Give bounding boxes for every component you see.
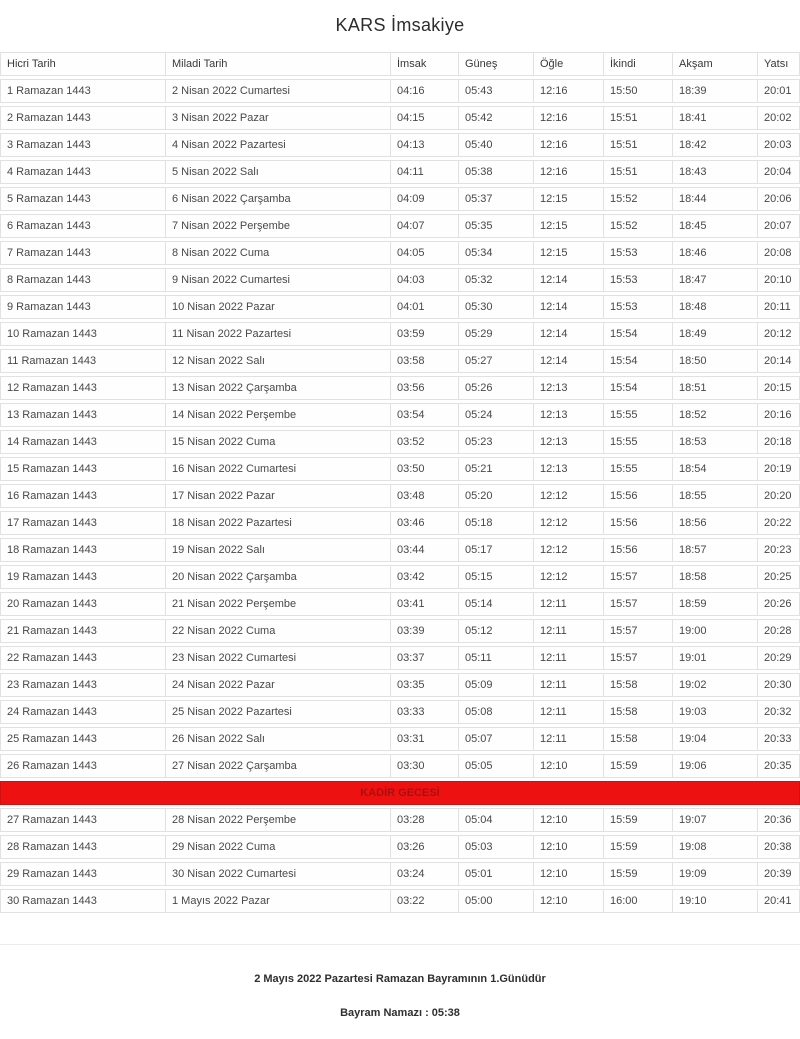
table-cell: 22 Nisan 2022 Cuma	[165, 619, 390, 643]
table-cell: 9 Ramazan 1443	[0, 295, 165, 319]
table-cell: 18:48	[672, 295, 757, 319]
table-cell: 14 Nisan 2022 Perşembe	[165, 403, 390, 427]
table-cell: 12:11	[533, 619, 603, 643]
table-row	[0, 565, 800, 589]
table-cell: 18:47	[672, 268, 757, 292]
table-row	[0, 673, 800, 697]
table-cell: 15 Ramazan 1443	[0, 457, 165, 481]
table-cell: 15:57	[603, 646, 672, 670]
table-cell: 10 Nisan 2022 Pazar	[165, 295, 390, 319]
table-row	[0, 241, 800, 265]
table-row	[0, 646, 800, 670]
table-cell: 4 Nisan 2022 Pazartesi	[165, 133, 390, 157]
table-cell: 05:11	[458, 646, 533, 670]
table-cell: 13 Ramazan 1443	[0, 403, 165, 427]
table-cell: 12:11	[533, 646, 603, 670]
table-cell: 18:57	[672, 538, 757, 562]
table-cell: 12:13	[533, 457, 603, 481]
table-cell: 24 Ramazan 1443	[0, 700, 165, 724]
table-cell: 19:01	[672, 646, 757, 670]
table-cell: 12:14	[533, 322, 603, 346]
table-cell: 1 Mayıs 2022 Pazar	[165, 889, 390, 913]
table-cell: 22 Ramazan 1443	[0, 646, 165, 670]
table-cell: 20:38	[757, 835, 800, 859]
table-cell: 14 Ramazan 1443	[0, 430, 165, 454]
table-cell: 15:57	[603, 592, 672, 616]
table-cell: 05:42	[458, 106, 533, 130]
table-cell: 18 Nisan 2022 Pazartesi	[165, 511, 390, 535]
table-cell: 03:28	[390, 808, 458, 832]
table-cell: 12 Nisan 2022 Salı	[165, 349, 390, 373]
table-cell: 20:08	[757, 241, 800, 265]
table-cell: 03:31	[390, 727, 458, 751]
table-cell: 05:43	[458, 79, 533, 103]
table-cell: 2 Nisan 2022 Cumartesi	[165, 79, 390, 103]
table-cell: 20:36	[757, 808, 800, 832]
table-cell: 05:27	[458, 349, 533, 373]
table-cell: 05:03	[458, 835, 533, 859]
table-cell: 5 Ramazan 1443	[0, 187, 165, 211]
table-cell: 15:56	[603, 511, 672, 535]
table-cell: 05:15	[458, 565, 533, 589]
table-cell: 19 Nisan 2022 Salı	[165, 538, 390, 562]
table-cell: 04:05	[390, 241, 458, 265]
table-row	[0, 511, 800, 535]
table-cell: 12:15	[533, 241, 603, 265]
table-cell: 20:28	[757, 619, 800, 643]
imsakiye-table-body	[0, 79, 800, 913]
table-cell: 05:05	[458, 754, 533, 778]
table-cell: 12:14	[533, 349, 603, 373]
table-cell: 20:01	[757, 79, 800, 103]
table-cell: 04:03	[390, 268, 458, 292]
table-cell: 20:35	[757, 754, 800, 778]
page-title: KARS İmsakiye	[335, 15, 465, 35]
table-row	[0, 862, 800, 886]
table-row	[0, 808, 800, 832]
table-cell: 18:59	[672, 592, 757, 616]
table-cell: 20:33	[757, 727, 800, 751]
table-cell: 12:15	[533, 187, 603, 211]
kadir-gecesi-banner-row	[0, 781, 800, 805]
table-cell: 20:14	[757, 349, 800, 373]
table-cell: 04:11	[390, 160, 458, 184]
table-cell: 20:25	[757, 565, 800, 589]
table-cell: 15:50	[603, 79, 672, 103]
table-cell: 05:01	[458, 862, 533, 886]
table-cell: 15:58	[603, 673, 672, 697]
table-cell: 19 Ramazan 1443	[0, 565, 165, 589]
footer-bayram-note: 2 Mayıs 2022 Pazartesi Ramazan Bayramının 1.Günüdür	[254, 973, 546, 985]
imsakiye-table	[0, 49, 800, 916]
table-cell: 03:50	[390, 457, 458, 481]
table-cell: 12:13	[533, 403, 603, 427]
table-cell: 18:56	[672, 511, 757, 535]
table-cell: 12:10	[533, 754, 603, 778]
table-cell: 18:41	[672, 106, 757, 130]
table-row	[0, 214, 800, 238]
table-header-cell: Öğle	[533, 52, 603, 76]
table-cell: 11 Nisan 2022 Pazartesi	[165, 322, 390, 346]
table-cell: 6 Nisan 2022 Çarşamba	[165, 187, 390, 211]
table-cell: 6 Ramazan 1443	[0, 214, 165, 238]
table-row	[0, 754, 800, 778]
table-cell: 15:52	[603, 214, 672, 238]
table-cell: 20:10	[757, 268, 800, 292]
table-cell: 03:54	[390, 403, 458, 427]
table-cell: 13 Nisan 2022 Çarşamba	[165, 376, 390, 400]
table-cell: 28 Nisan 2022 Perşembe	[165, 808, 390, 832]
table-cell: 05:38	[458, 160, 533, 184]
table-cell: 18:44	[672, 187, 757, 211]
kadir-gecesi-banner: KADİR GECESİ	[0, 781, 800, 805]
table-cell: 20:18	[757, 430, 800, 454]
table-cell: 05:29	[458, 322, 533, 346]
table-cell: 12:12	[533, 565, 603, 589]
table-cell: 19:03	[672, 700, 757, 724]
table-cell: 15:59	[603, 835, 672, 859]
table-cell: 15:51	[603, 160, 672, 184]
table-cell: 03:39	[390, 619, 458, 643]
table-cell: 15:59	[603, 808, 672, 832]
table-cell: 15:55	[603, 403, 672, 427]
table-row	[0, 889, 800, 913]
table-cell: 18:51	[672, 376, 757, 400]
table-cell: 16 Nisan 2022 Cumartesi	[165, 457, 390, 481]
table-cell: 03:37	[390, 646, 458, 670]
table-cell: 05:08	[458, 700, 533, 724]
table-header-cell: Yatsı	[757, 52, 800, 76]
table-cell: 20:30	[757, 673, 800, 697]
table-cell: 12:11	[533, 673, 603, 697]
table-cell: 03:59	[390, 322, 458, 346]
table-cell: 23 Nisan 2022 Cumartesi	[165, 646, 390, 670]
table-cell: 04:16	[390, 79, 458, 103]
table-cell: 12:16	[533, 133, 603, 157]
table-cell: 18:52	[672, 403, 757, 427]
table-cell: 03:46	[390, 511, 458, 535]
table-cell: 21 Nisan 2022 Perşembe	[165, 592, 390, 616]
table-cell: 18:42	[672, 133, 757, 157]
table-cell: 15:58	[603, 727, 672, 751]
table-row	[0, 106, 800, 130]
table-header-cell: İkindi	[603, 52, 672, 76]
table-header-cell: Miladi Tarih	[165, 52, 390, 76]
table-row	[0, 268, 800, 292]
table-cell: 20:19	[757, 457, 800, 481]
table-cell: 20:32	[757, 700, 800, 724]
table-cell: 12:13	[533, 376, 603, 400]
table-cell: 03:30	[390, 754, 458, 778]
table-cell: 05:26	[458, 376, 533, 400]
table-cell: 15:51	[603, 106, 672, 130]
table-cell: 12:12	[533, 484, 603, 508]
table-cell: 18:46	[672, 241, 757, 265]
table-cell: 04:09	[390, 187, 458, 211]
table-cell: 05:37	[458, 187, 533, 211]
table-cell: 15:59	[603, 754, 672, 778]
table-cell: 30 Nisan 2022 Cumartesi	[165, 862, 390, 886]
table-cell: 03:42	[390, 565, 458, 589]
table-cell: 15:51	[603, 133, 672, 157]
table-cell: 05:14	[458, 592, 533, 616]
table-cell: 03:26	[390, 835, 458, 859]
table-cell: 2 Ramazan 1443	[0, 106, 165, 130]
table-cell: 29 Nisan 2022 Cuma	[165, 835, 390, 859]
table-cell: 04:01	[390, 295, 458, 319]
table-row	[0, 403, 800, 427]
table-cell: 15:54	[603, 349, 672, 373]
table-cell: 20:20	[757, 484, 800, 508]
table-cell: 04:07	[390, 214, 458, 238]
table-cell: 3 Nisan 2022 Pazar	[165, 106, 390, 130]
table-cell: 12:12	[533, 511, 603, 535]
table-cell: 15 Nisan 2022 Cuma	[165, 430, 390, 454]
table-cell: 03:48	[390, 484, 458, 508]
table-cell: 18:54	[672, 457, 757, 481]
table-row	[0, 187, 800, 211]
table-header-cell: İmsak	[390, 52, 458, 76]
table-cell: 30 Ramazan 1443	[0, 889, 165, 913]
table-row	[0, 727, 800, 751]
table-cell: 7 Ramazan 1443	[0, 241, 165, 265]
footer-bayram-namazi: Bayram Namazı : 05:38	[340, 1007, 460, 1019]
table-cell: 15:56	[603, 538, 672, 562]
table-cell: 18:53	[672, 430, 757, 454]
table-cell: 9 Nisan 2022 Cumartesi	[165, 268, 390, 292]
table-cell: 04:13	[390, 133, 458, 157]
table-cell: 03:44	[390, 538, 458, 562]
table-cell: 25 Ramazan 1443	[0, 727, 165, 751]
table-cell: 03:56	[390, 376, 458, 400]
table-cell: 20:11	[757, 295, 800, 319]
table-cell: 05:09	[458, 673, 533, 697]
table-cell: 20:07	[757, 214, 800, 238]
table-cell: 20:02	[757, 106, 800, 130]
table-cell: 12:12	[533, 538, 603, 562]
table-cell: 26 Nisan 2022 Salı	[165, 727, 390, 751]
table-row	[0, 349, 800, 373]
table-cell: 12:10	[533, 862, 603, 886]
table-cell: 15:55	[603, 457, 672, 481]
table-cell: 20:04	[757, 160, 800, 184]
table-cell: 20:22	[757, 511, 800, 535]
table-cell: 12:14	[533, 268, 603, 292]
table-cell: 20:12	[757, 322, 800, 346]
table-cell: 19:02	[672, 673, 757, 697]
table-cell: 5 Nisan 2022 Salı	[165, 160, 390, 184]
table-cell: 05:21	[458, 457, 533, 481]
table-cell: 20:23	[757, 538, 800, 562]
table-cell: 12:15	[533, 214, 603, 238]
table-cell: 20:16	[757, 403, 800, 427]
table-cell: 15:56	[603, 484, 672, 508]
table-cell: 15:53	[603, 268, 672, 292]
table-cell: 05:35	[458, 214, 533, 238]
table-cell: 12:16	[533, 106, 603, 130]
table-cell: 10 Ramazan 1443	[0, 322, 165, 346]
table-cell: 20 Nisan 2022 Çarşamba	[165, 565, 390, 589]
table-row	[0, 430, 800, 454]
table-row	[0, 835, 800, 859]
table-header-cell: Güneş	[458, 52, 533, 76]
table-cell: 05:30	[458, 295, 533, 319]
table-cell: 05:34	[458, 241, 533, 265]
table-cell: 15:58	[603, 700, 672, 724]
table-cell: 17 Ramazan 1443	[0, 511, 165, 535]
table-cell: 19:09	[672, 862, 757, 886]
table-cell: 12:13	[533, 430, 603, 454]
table-cell: 12:11	[533, 700, 603, 724]
table-cell: 05:32	[458, 268, 533, 292]
table-cell: 15:53	[603, 241, 672, 265]
table-cell: 15:52	[603, 187, 672, 211]
table-cell: 8 Nisan 2022 Cuma	[165, 241, 390, 265]
table-row	[0, 538, 800, 562]
table-cell: 05:12	[458, 619, 533, 643]
table-cell: 25 Nisan 2022 Pazartesi	[165, 700, 390, 724]
table-cell: 15:53	[603, 295, 672, 319]
table-cell: 03:58	[390, 349, 458, 373]
footer	[0, 944, 800, 1019]
table-cell: 05:04	[458, 808, 533, 832]
table-cell: 15:54	[603, 376, 672, 400]
table-cell: 17 Nisan 2022 Pazar	[165, 484, 390, 508]
table-cell: 20:39	[757, 862, 800, 886]
table-cell: 05:20	[458, 484, 533, 508]
table-row	[0, 376, 800, 400]
table-cell: 05:24	[458, 403, 533, 427]
table-cell: 15:54	[603, 322, 672, 346]
table-row	[0, 484, 800, 508]
table-cell: 05:07	[458, 727, 533, 751]
table-row	[0, 133, 800, 157]
table-header-cell: Hicri Tarih	[0, 52, 165, 76]
table-cell: 18:43	[672, 160, 757, 184]
table-cell: 12:16	[533, 79, 603, 103]
table-cell: 19:00	[672, 619, 757, 643]
table-cell: 12:10	[533, 835, 603, 859]
table-cell: 19:10	[672, 889, 757, 913]
table-cell: 20 Ramazan 1443	[0, 592, 165, 616]
table-cell: 20:03	[757, 133, 800, 157]
table-cell: 05:18	[458, 511, 533, 535]
table-cell: 18:45	[672, 214, 757, 238]
table-cell: 03:22	[390, 889, 458, 913]
table-cell: 18:39	[672, 79, 757, 103]
table-cell: 8 Ramazan 1443	[0, 268, 165, 292]
table-cell: 7 Nisan 2022 Perşembe	[165, 214, 390, 238]
table-cell: 04:15	[390, 106, 458, 130]
table-cell: 12:14	[533, 295, 603, 319]
table-cell: 4 Ramazan 1443	[0, 160, 165, 184]
table-cell: 05:00	[458, 889, 533, 913]
table-cell: 15:57	[603, 619, 672, 643]
table-cell: 12:16	[533, 160, 603, 184]
table-cell: 18:49	[672, 322, 757, 346]
table-cell: 12 Ramazan 1443	[0, 376, 165, 400]
table-cell: 03:33	[390, 700, 458, 724]
table-header-cell: Akşam	[672, 52, 757, 76]
table-cell: 12:11	[533, 592, 603, 616]
table-cell: 11 Ramazan 1443	[0, 349, 165, 373]
table-cell: 16 Ramazan 1443	[0, 484, 165, 508]
table-cell: 20:29	[757, 646, 800, 670]
table-cell: 12:10	[533, 889, 603, 913]
table-cell: 05:40	[458, 133, 533, 157]
table-row	[0, 619, 800, 643]
table-cell: 20:15	[757, 376, 800, 400]
table-cell: 15:57	[603, 565, 672, 589]
table-cell: 29 Ramazan 1443	[0, 862, 165, 886]
table-cell: 16:00	[603, 889, 672, 913]
table-cell: 18:50	[672, 349, 757, 373]
table-cell: 12:11	[533, 727, 603, 751]
table-cell: 24 Nisan 2022 Pazar	[165, 673, 390, 697]
table-cell: 21 Ramazan 1443	[0, 619, 165, 643]
table-row	[0, 295, 800, 319]
table-cell: 18 Ramazan 1443	[0, 538, 165, 562]
table-cell: 19:04	[672, 727, 757, 751]
table-cell: 1 Ramazan 1443	[0, 79, 165, 103]
table-cell: 20:26	[757, 592, 800, 616]
table-cell: 27 Nisan 2022 Çarşamba	[165, 754, 390, 778]
table-row	[0, 457, 800, 481]
table-cell: 19:07	[672, 808, 757, 832]
table-cell: 28 Ramazan 1443	[0, 835, 165, 859]
table-cell: 18:58	[672, 565, 757, 589]
table-cell: 03:41	[390, 592, 458, 616]
table-cell: 19:08	[672, 835, 757, 859]
table-cell: 23 Ramazan 1443	[0, 673, 165, 697]
table-header-row	[0, 52, 800, 76]
table-cell: 05:23	[458, 430, 533, 454]
table-cell: 03:52	[390, 430, 458, 454]
table-cell: 03:24	[390, 862, 458, 886]
table-cell: 15:59	[603, 862, 672, 886]
table-row	[0, 592, 800, 616]
table-cell: 20:41	[757, 889, 800, 913]
table-cell: 20:06	[757, 187, 800, 211]
table-cell: 05:17	[458, 538, 533, 562]
table-cell: 3 Ramazan 1443	[0, 133, 165, 157]
table-cell: 12:10	[533, 808, 603, 832]
table-cell: 26 Ramazan 1443	[0, 754, 165, 778]
table-row	[0, 79, 800, 103]
table-cell: 18:55	[672, 484, 757, 508]
table-row	[0, 322, 800, 346]
table-row	[0, 700, 800, 724]
table-cell: 15:55	[603, 430, 672, 454]
table-row	[0, 160, 800, 184]
table-cell: 27 Ramazan 1443	[0, 808, 165, 832]
table-cell: 03:35	[390, 673, 458, 697]
table-cell: 19:06	[672, 754, 757, 778]
